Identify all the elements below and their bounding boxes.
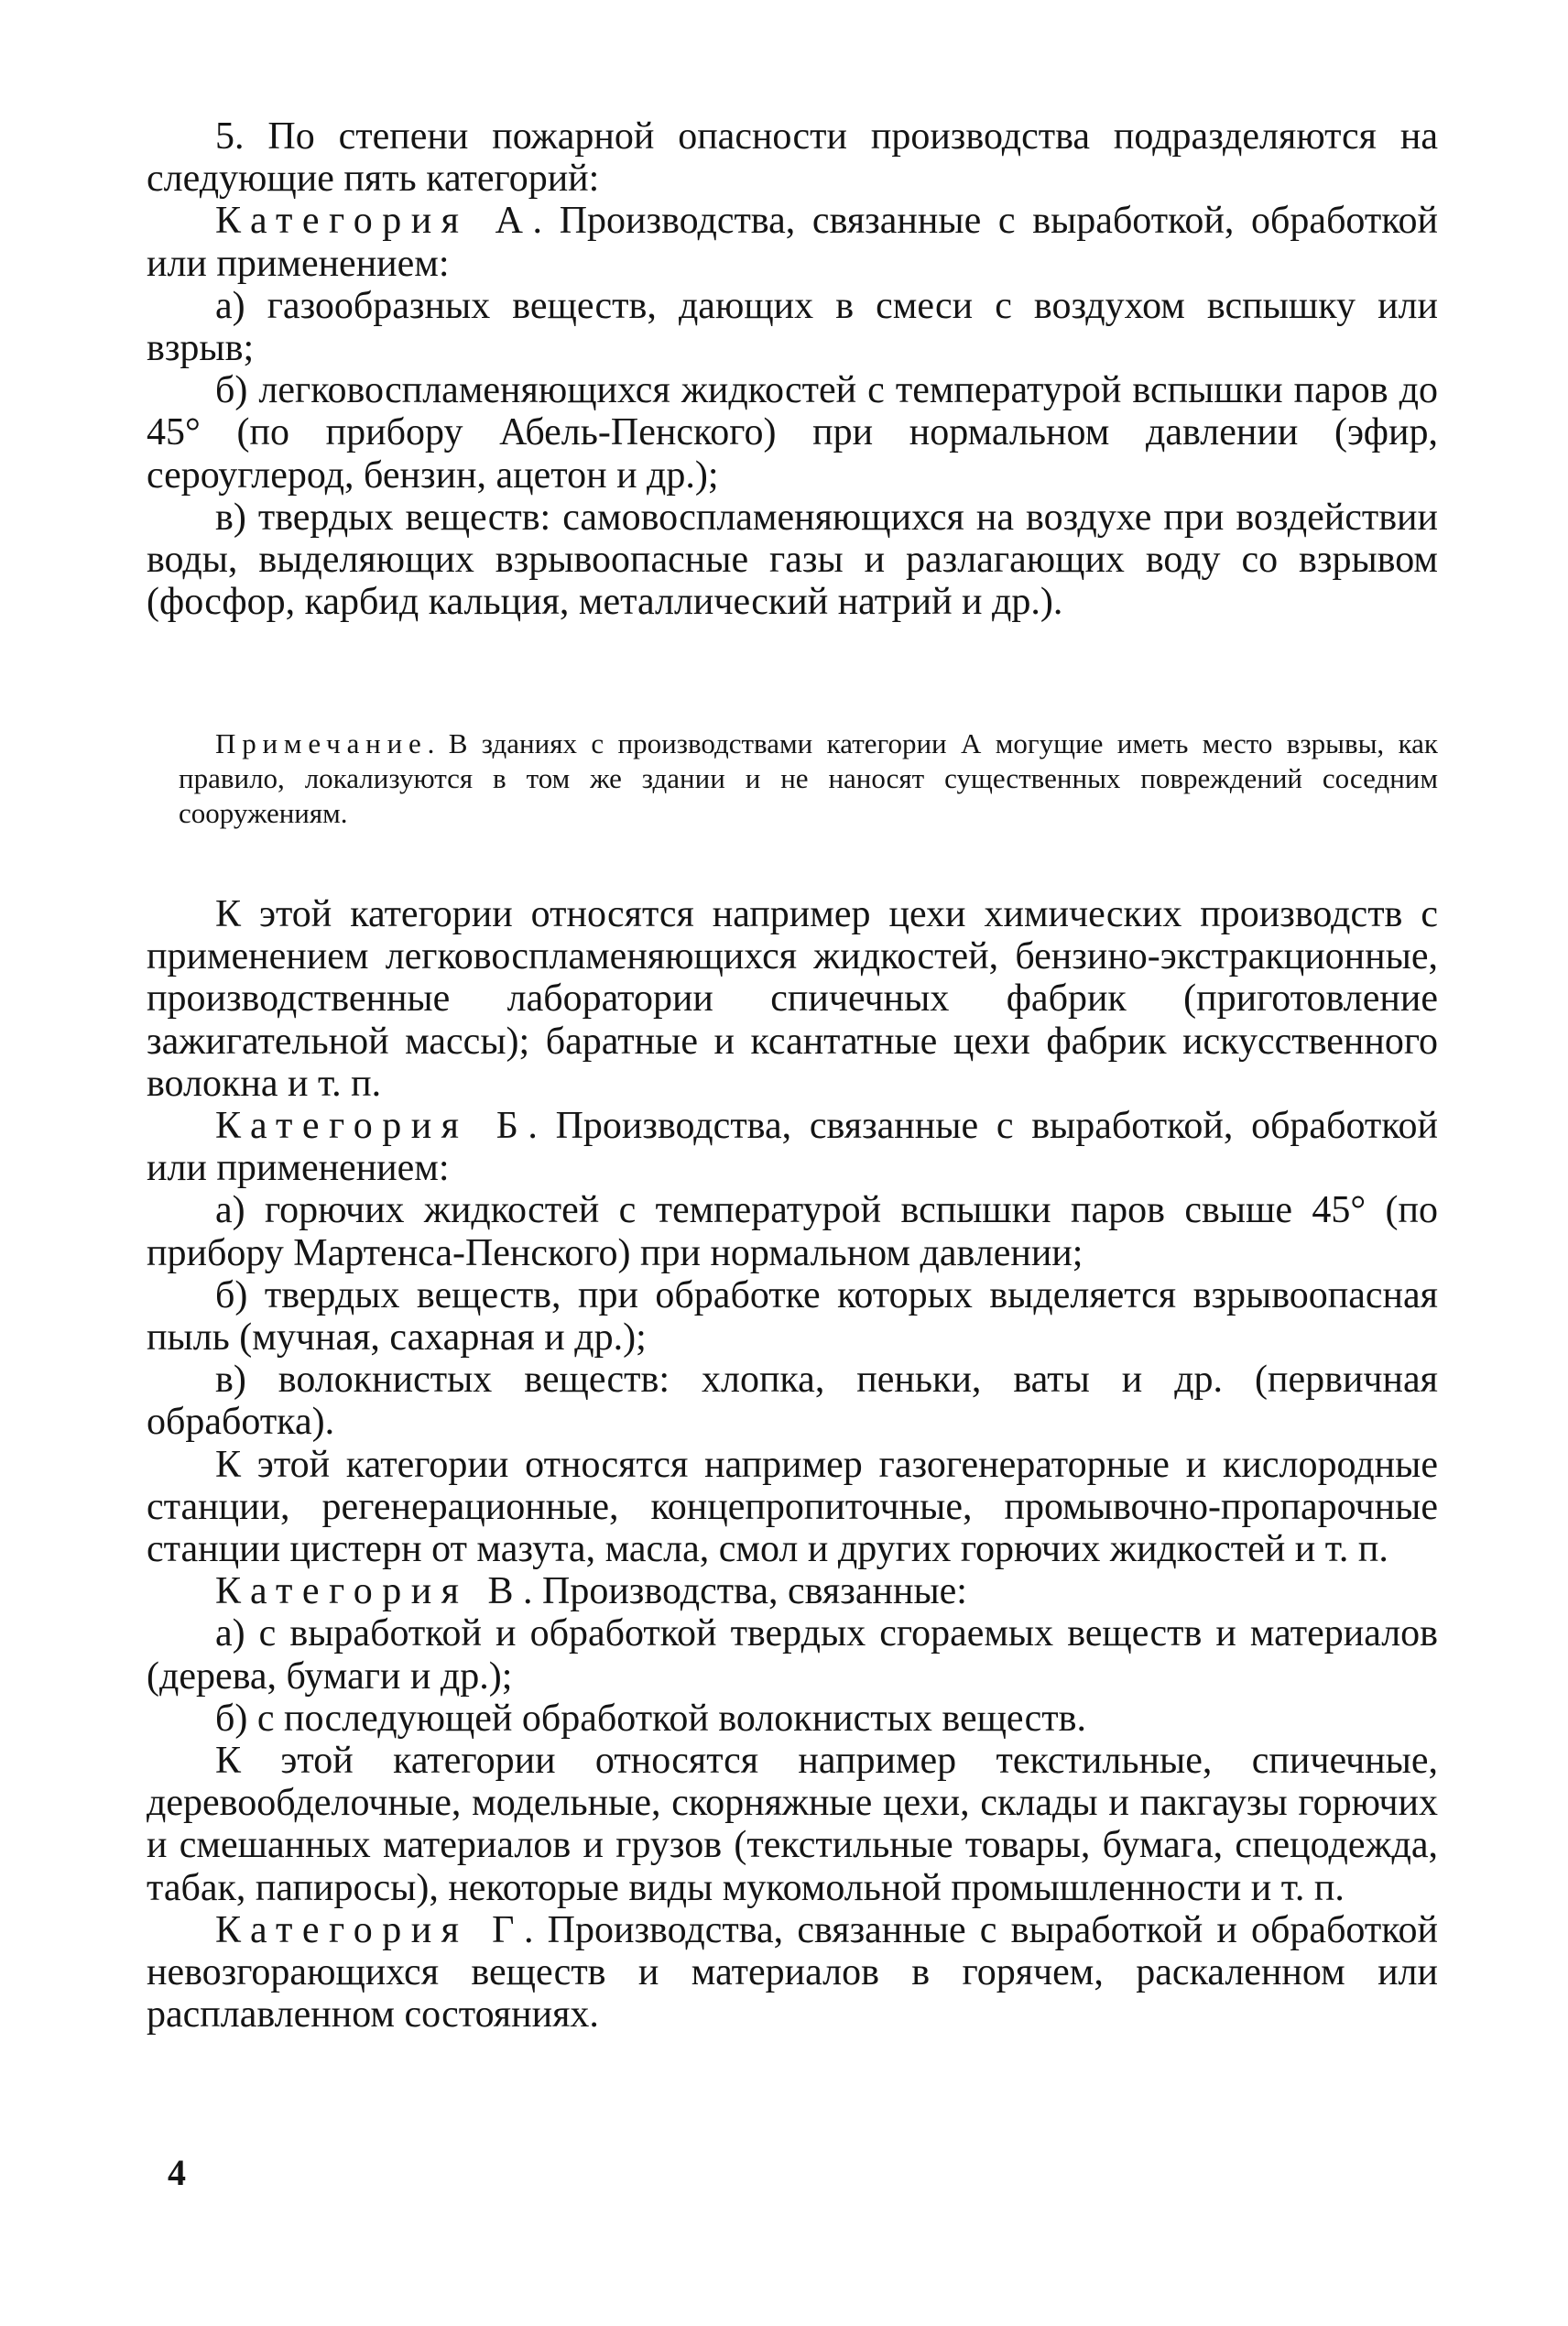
paragraph-a-item-a: а) газообразных веществ, дающих в смеси с воздухом вспышку или взрыв; bbox=[147, 284, 1438, 370]
paragraph-category-v bbox=[147, 1570, 1438, 1612]
category-v-text: . Производства, связанные: bbox=[523, 1570, 967, 1613]
paragraph-v-item-a: а) с выработкой и обработкой твердых сгораемых веществ и материалов (дерева, бумаги и др.); bbox=[147, 1612, 1438, 1698]
paragraph-category-g bbox=[147, 1909, 1438, 2037]
category-a-label: Категория А bbox=[215, 200, 533, 243]
text-block-top bbox=[147, 115, 1438, 623]
paragraph-a-item-v: в) твердых веществ: самовоспламеняющихся на воздухе при воздействии воды, выделяющих взрывоопасные газы и разлагающих воду со взрывом (фосфор, карбид кальция, металлический натрий и др.). bbox=[147, 496, 1438, 624]
paragraph-v-item-b: б) с последующей обработкой волокнистых веществ. bbox=[215, 1697, 1086, 1740]
paragraph-b-item-v: в) волокнистых веществ: хлопка, пеньки, ваты и др. (первичная обработка). bbox=[147, 1359, 1438, 1444]
paragraph-category-a bbox=[147, 200, 1438, 284]
text-block-bottom bbox=[147, 893, 1438, 2036]
paragraph-intro: 5. По степени пожарной опасности производства подразделяются на следующие пять категорий: bbox=[147, 115, 1438, 201]
category-a-text: . Производства, связанные с выработкой, обработкой или применением: bbox=[147, 200, 1438, 285]
page-number: 4 bbox=[168, 2152, 186, 2193]
paragraph-category-v-examples: К этой категории относятся например текстильные, спичечные, деревообделочные, модельные, скорняжные цехи, склады и пакгаузы горючих и смешанных материалов и грузов (текстильные товары, бумага, спецодежда, табак, папиросы), некоторые виды мукомольной промышленности и т. п. bbox=[147, 1740, 1438, 1909]
paragraph-a-item-b: б) легковоспламеняющихся жидкостей с температурой вспышки паров до 45° (по прибору Абель-Пенского) при нормальном давлении (эфир, сероуглерод, бензин, ацетон и др.); bbox=[147, 369, 1438, 497]
category-b-label: Категория Б bbox=[215, 1105, 528, 1148]
note-text: . В зданиях с производствами категории А могущие иметь место взрывы, как правило, локализуются в том же здании и не наносят существенных повреждений соседним сооружениям. bbox=[179, 727, 1438, 829]
note-paragraph bbox=[179, 726, 1438, 831]
category-v-label: Категория В bbox=[215, 1570, 523, 1613]
paragraph-category-a-examples: К этой категории относятся например цехи химических производств с применением легковоспламеняющихся жидкостей, бензино-экстракционные, производственные лаборатории спичечных фабрик (приготовление зажигательной массы); баратные и ксантатные цехи фабрик искусственного волокна и т. п. bbox=[147, 893, 1438, 1105]
note-block bbox=[179, 726, 1438, 831]
category-g-text: . Производства, связанные с выработкой и обработкой невозгорающихся веществ и материалов в горячем, раскаленном или расплавленном состояниях. bbox=[147, 1908, 1438, 2037]
paragraph-category-b bbox=[147, 1105, 1438, 1189]
paragraph-b-item-a: а) горючих жидкостей с температурой вспышки паров свыше 45° (по прибору Мартенса-Пенского) при нормальном давлении; bbox=[147, 1189, 1438, 1274]
category-g-label: Категория Г bbox=[215, 1908, 524, 1951]
note-label: Примечание bbox=[215, 727, 428, 759]
category-b-text: . Производства, связанные с выработкой, обработкой или применением: bbox=[147, 1105, 1438, 1190]
paragraph-category-b-examples: К этой категории относятся например газогенераторные и кислородные станции, регенерационные, концепропиточные, промывочно-пропарочные станции цистерн от мазута, масла, смол и других горючих жидкостей и т. п. bbox=[147, 1443, 1438, 1571]
paragraph-b-item-b: б) твердых веществ, при обработке которых выделяется взрывоопасная пыль (мучная, сахарная и др.); bbox=[147, 1273, 1438, 1360]
